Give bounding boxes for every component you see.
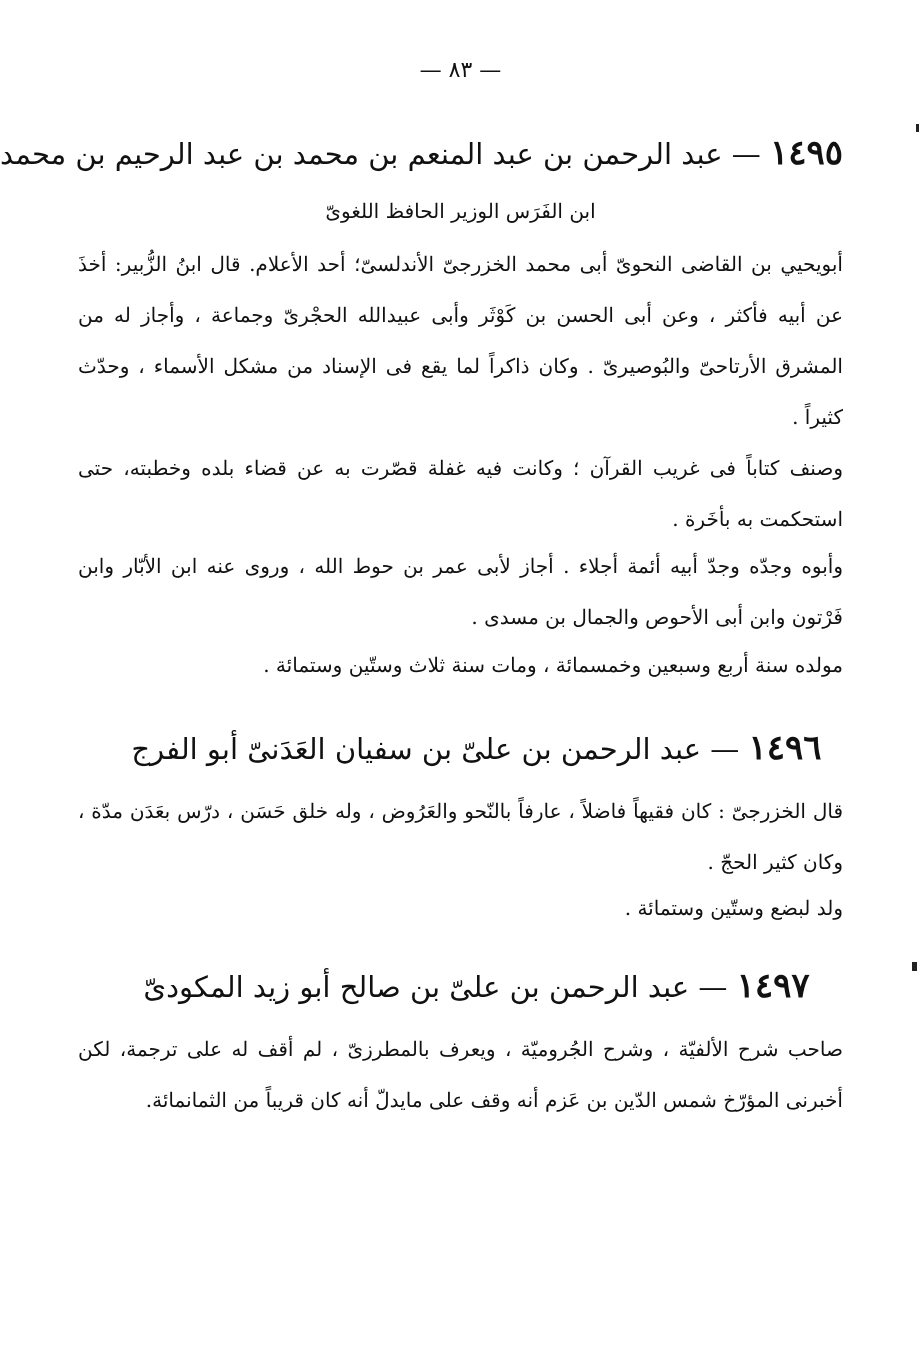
paragraph: مولده سنة أربع وسبعين وخمسمائة ، ومات سنة ثلاث وستّين وستمائة . <box>263 653 843 677</box>
paragraph: أبويحيي بن القاضى النحوىّ أبى محمد الخزرجىّ الأندلسىّ؛ أحد الأعلام. قال ابنُ الزُّبير: أخذَ عن أبيه فأكثر ، وعن أبى الحسن بن كَوْثَر وأبى عبيدالله الحجْرىّ وجماعة ، وأجاز له من المشرق الأرتاحىّ والبُوصيرىّ . وكان ذاكراً لما يقع فى الإسناد من مشكل الأسماء ، وحدّث كثيراً . <box>78 252 843 429</box>
paragraph: ولد لبضع وستّين وستمائة . <box>624 896 843 920</box>
paragraph: وأبوه وجدّه وجدّ أبيه أئمة أجلاء . أجاز لأبى عمر بن حوط الله ، وروى عنه ابن الأبّار وابن فَرْتون وابن أبى الأحوص والجمال بن مسدى . <box>78 554 843 629</box>
entry-heading-1495 <box>0 133 843 174</box>
entry-name: عبد الرحمن بن علىّ بن صالح أبو زيد المكودىّ <box>143 970 690 1004</box>
paragraph: وصنف كتاباً فى غريب القرآن ؛ وكانت فيه غفلة قصّرت به عن قضاء بلده وخطبته، حتى استحكمت به بأخَرة . <box>78 456 843 531</box>
entry-heading-1497 <box>110 966 843 1007</box>
entry-number: ١٤٩٦ <box>748 728 822 768</box>
scan-speck <box>916 124 919 132</box>
entry-subtitle: ابن الفَرَس الوزير الحافظ اللغوىّ <box>325 199 596 223</box>
page-number: — ٨٣ — <box>419 58 502 83</box>
entry-dash: — <box>698 970 728 1004</box>
scan-speck <box>912 962 917 971</box>
paragraph: قال الخزرجىّ : كان فقيهاً فاضلاً ، عارفاً بالنّحو والعَرُوض ، وله خلق حَسَن ، درّس بعَدَن مدّة ، وكان كثير الحجّ . <box>78 799 843 874</box>
entry-dash: — <box>731 137 761 171</box>
entry-name: عبد الرحمن بن عبد المنعم بن محمد بن عبد الرحيم بن محمد <box>0 137 723 171</box>
paragraph: صاحب شرح الألفيّة ، وشرح الجُروميّة ، ويعرف بالمطرزىّ ، لم أقف له على ترجمة، لكن أخبرنى المؤرّخ شمس الدّين بن عَزم أنه وقف على مايدلّ أنه كان قريباً من الثمانمائة. <box>78 1037 843 1112</box>
entry-number: ١٤٩٧ <box>736 966 810 1006</box>
entry-dash: — <box>710 732 740 766</box>
entry-heading-1496 <box>110 728 843 769</box>
entry-name: عبد الرحمن بن علىّ بن سفيان العَدَنىّ أبو الفرج <box>131 732 702 766</box>
entry-number: ١٤٩٥ <box>769 133 843 173</box>
